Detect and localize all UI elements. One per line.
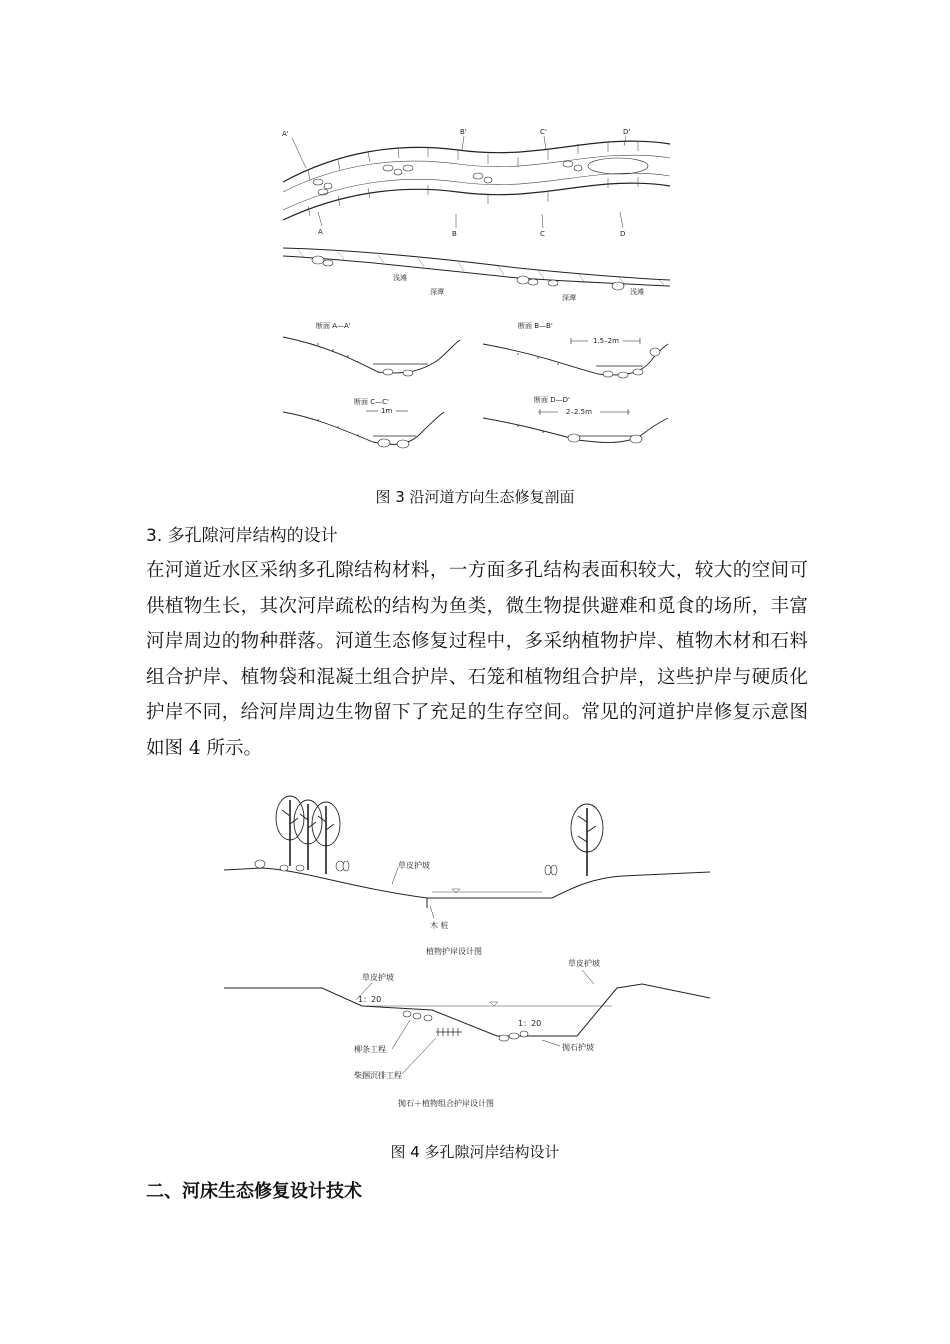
label-wood-pile: 木 桩 (430, 921, 449, 930)
label-slope-ratio-left: 1：20 (358, 995, 382, 1004)
section-3-heading: 3. 多孔隙河岸结构的设计 (146, 526, 338, 546)
label-pool-2: 深潭 (562, 294, 576, 302)
label-a-prime: A' (282, 130, 289, 138)
figure-4-caption: 图 4 多孔隙河岸结构设计 (390, 1143, 560, 1161)
label-shoal-1: 浅滩 (393, 274, 407, 282)
label-section-c: 断面 C—C' (354, 398, 389, 406)
label-width-b: 1.5–2m (593, 337, 619, 345)
label-section-b: 断面 B—B' (518, 322, 553, 330)
label-width-d: 2–2.5m (566, 408, 592, 416)
label-grass-slope-top: 草皮护坡 (398, 861, 430, 870)
figure-3-river-profile (278, 122, 674, 462)
label-b: B (452, 230, 457, 238)
label-d-prime: D' (623, 128, 631, 136)
label-grass-slope-left: 草皮护坡 (362, 973, 394, 982)
label-shoal-2: 浅滩 (630, 288, 644, 296)
tree-icon (571, 804, 603, 876)
figure-4-bottom-title: 抛石＋植物组合护岸设计图 (398, 1099, 494, 1108)
section-2-heading: 二、河床生态修复设计技术 (146, 1181, 362, 1202)
label-c: C (540, 230, 545, 238)
label-pool-1: 深潭 (430, 288, 444, 296)
tree-icon (276, 796, 340, 874)
label-grass-slope-right: 草皮护坡 (568, 959, 600, 968)
label-d: D (620, 230, 626, 238)
label-willow: 柳条工程 (354, 1045, 386, 1054)
figure-3-caption: 图 3 沿河道方向生态修复剖面 (375, 488, 575, 506)
label-fascine: 柴捆沉排工程 (354, 1071, 402, 1080)
figure-4-top-title: 植物护岸设计图 (426, 947, 482, 956)
label-width-c: 1m (381, 407, 393, 415)
label-section-a: 断面 A—A' (316, 322, 351, 330)
label-c-prime: C' (540, 128, 547, 136)
label-a: A (318, 228, 323, 236)
figure-4-bank-design (222, 788, 712, 1118)
label-b-prime: B' (460, 128, 467, 136)
section-3-paragraph: 在河道近水区采纳多孔隙结构材料，一方面多孔结构表面积较大，较大的空间可供植物生长，其次河岸疏松的结构为鱼类，微生物提供避难和觅食的场所，丰富河岸周边的物种群落。河道生态修复过程中，多采纳植物护岸、植物木材和石料组合护岸、植物袋和混凝土组合护岸、石笼和植物组合护岸，这些护岸与硬质化护岸不同，给河岸周边生物留下了充足的生存空间。常见的河道护岸修复示意图如图 4 所示。 (146, 560, 808, 759)
label-slope-ratio-right: 1：20 (518, 1019, 542, 1028)
label-section-d: 断面 D—D' (534, 396, 570, 404)
label-riprap: 抛石护坡 (562, 1043, 594, 1052)
